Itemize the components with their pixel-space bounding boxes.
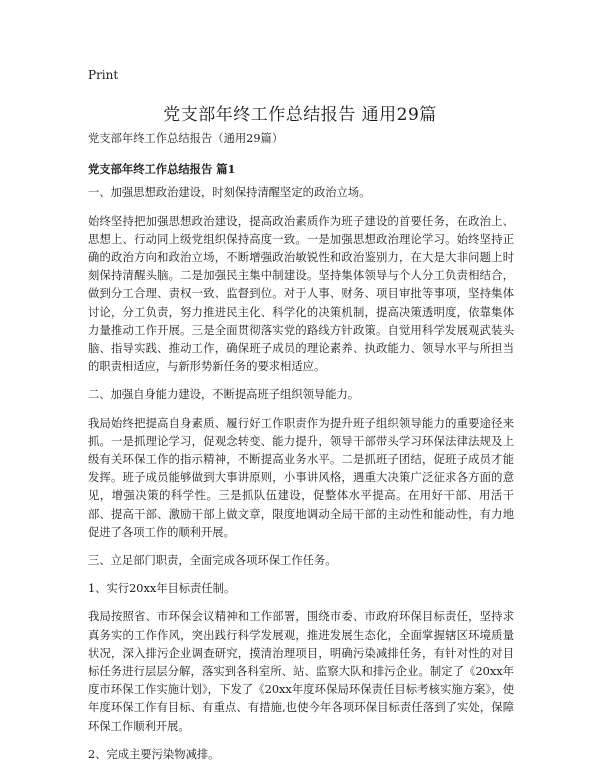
paragraph-3: 我局按照省、市环保会议精神和工作部署，围绕市委、市政府环保目标责任，坚持求真务实的工作作风，突出践行科学发展观，推进发展生态化，全面掌握辖区环境质量状况，深入排污企业调查研究，摸清治理项目，明确污染减排任务，有针对性的对目标任务进行层层分解，落实到各科室所、站、监察大队和排污企业。制定了《20xx年度市环保工作实施计划》，下发了《20xx年度环保局环保责任目标考核实施方案》，使年度环保工作有目标、有重点、有措施,也使今年各项环保目标责任落到了实处，保障环保工作顺利开展。	[88, 610, 514, 733]
document-title: 党支部年终工作总结报告 通用29篇	[163, 105, 437, 125]
point-3-1-heading: 1、实行20xx年目标责任制。	[88, 582, 236, 596]
document-subtitle: 党支部年终工作总结报告（通用29篇）	[88, 132, 284, 145]
point-3-heading: 三、立足部门职责，全面完成各项环保工作任务。	[88, 554, 337, 568]
section-heading: 党支部年终工作总结报告 篇1	[88, 162, 236, 177]
document-body	[88, 130, 514, 774]
point-1-heading: 一、加强思想政治建设，时刻保持清醒坚定的政治立场。	[88, 186, 371, 200]
print-link[interactable]: Print	[88, 68, 119, 82]
paragraph-1: 始终坚持把加强思想政治建设，提高政治素质作为班子建设的首要任务，在政治上、思想上、行动同上级党组织保持高度一致。一是加强思想政治理论学习。始终坚持正确的政治方向和政治立场，不断增强政治敏锐性和政治鉴别力，在大是大非问题上时刻保持清醒头脑。二是加强民主集中制建设。坚持集体领导与个人分工负责相结合，做到分工合理、责权一致、监督到位。对于人事、财务、项目审批等事项，坚持集体讨论，分工负责，努力推进民主化、科学化的决策机制，提高决策透明度，依靠集体力量推动工作开展。三是全面贯彻落实党的路线方针政策。自觉用科学发展观武装头脑、指导实践、推动工作，确保班子成员的理论素养、执政能力、领导水平与所担当的职责相适应，与新形势新任务的要求相适应。	[88, 214, 514, 374]
point-3-2-heading: 2、完成主要污染物减排。	[88, 747, 220, 761]
point-2-heading: 二、加强自身能力建设，不断提高班子组织领导能力。	[88, 388, 360, 402]
paragraph-2: 我局始终把提高自身素质、履行好工作职责作为提升班子组织领导能力的重要途径来抓。一是抓理论学习，促观念转变、能力提升，领导干部带头学习环保法律法规及上级有关环保工作的指示精神，不断提高业务水平。二是抓班子团结，促班子成员才能发挥。班子成员能够做到大事讲原则，小事讲风格，遇重大决策广泛征求各方面的意见，增强决策的科学性。三是抓队伍建设，促整体水平提高。在用好干部、用活干部、提高干部、激励干部上做文章，限度地调动全局干部的主动性和能动性，有力地促进了各项工作的顺利开展。	[88, 416, 514, 539]
